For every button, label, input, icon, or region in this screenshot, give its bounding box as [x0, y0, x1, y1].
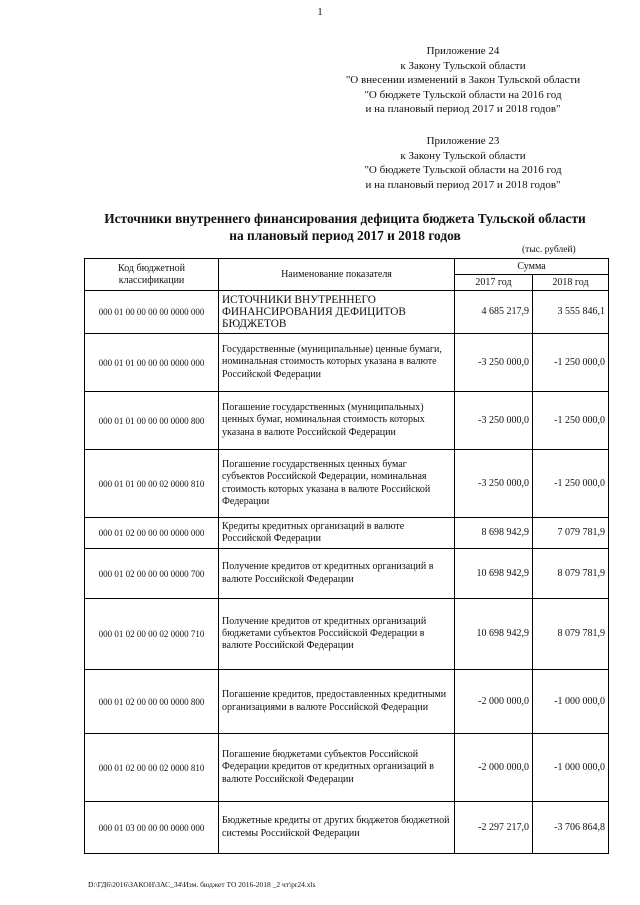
row-value-2018: 8 079 781,9 [533, 599, 609, 670]
row-value-2017: -3 250 000,0 [455, 392, 533, 450]
table-row [85, 599, 609, 670]
row-code: 000 01 02 00 00 00 0000 800 [85, 670, 219, 734]
row-value-2017: -3 250 000,0 [455, 334, 533, 392]
row-code: 000 01 02 00 00 00 0000 000 [85, 518, 219, 549]
page-number: 1 [317, 6, 323, 18]
annex-previous-line: Приложение 23 [426, 135, 500, 147]
row-value-2017: 10 698 942,9 [455, 599, 533, 670]
header-year-2017: 2017 год [455, 275, 533, 291]
header-name: Наименование показателя [219, 259, 455, 291]
row-value-2018: -3 706 864,8 [533, 802, 609, 854]
row-code: 000 01 01 00 00 00 0000 800 [85, 392, 219, 450]
row-name: Погашение государственных (муниципальных) ценных бумаг, номинальная стоимость которых указана в валюте Российской Федерации [219, 392, 455, 450]
annex-current-block [318, 44, 608, 117]
row-value-2017: -2 000 000,0 [455, 734, 533, 802]
table-row [85, 392, 609, 450]
row-code: 000 01 01 00 00 00 0000 000 [85, 334, 219, 392]
row-value-2017: 8 698 942,9 [455, 518, 533, 549]
row-value-2018: -1 000 000,0 [533, 670, 609, 734]
row-code: 000 01 01 00 00 02 0000 810 [85, 450, 219, 518]
row-value-2017: -3 250 000,0 [455, 450, 533, 518]
row-name: Кредиты кредитных организаций в валюте Российской Федерации [219, 518, 455, 549]
table-row [85, 450, 609, 518]
row-name: Бюджетные кредиты от других бюджетов бюджетной системы Российской Федерации [219, 802, 455, 854]
row-name: Погашение кредитов, предоставленных кредитными организациями в валюте Российской Федерации [219, 670, 455, 734]
header-code: Код бюджетной классификации [85, 259, 219, 291]
document-title [60, 210, 630, 244]
units-label: (тыс. рублей) [522, 245, 576, 255]
row-name: ИСТОЧНИКИ ВНУТРЕННЕГО ФИНАНСИРОВАНИЯ ДЕФИЦИТОВ БЮДЖЕТОВ [219, 291, 455, 334]
row-value-2017: -2 000 000,0 [455, 670, 533, 734]
row-code: 000 01 03 00 00 00 0000 000 [85, 802, 219, 854]
annex-current-line: к Закону Тульской области [400, 59, 526, 72]
title-line-1: Источники внутреннего финансирования дефицита бюджета Тульской области [104, 211, 586, 226]
annex-previous-block [318, 134, 608, 192]
annex-current-line: "О внесении изменений в Закон Тульской области [345, 74, 581, 86]
row-name: Государственные (муниципальные) ценные бумаги, номинальная стоимость которых указана в валюте Российской Федерации [219, 334, 455, 392]
row-value-2018: -1 000 000,0 [533, 734, 609, 802]
title-line-2: на плановый период 2017 и 2018 годов [229, 228, 461, 243]
row-code: 000 01 02 00 00 00 0000 700 [85, 549, 219, 599]
annex-previous-line: "О бюджете Тульской области на 2016 год [364, 164, 562, 176]
row-value-2018: -1 250 000,0 [533, 334, 609, 392]
row-value-2017: -2 297 217,0 [455, 802, 533, 854]
row-value-2018: 8 079 781,9 [533, 549, 609, 599]
row-code: 000 01 02 00 00 02 0000 710 [85, 599, 219, 670]
table-row [85, 549, 609, 599]
row-code: 000 01 02 00 00 02 0000 810 [85, 734, 219, 802]
row-name: Погашение бюджетами субъектов Российской Федерации кредитов от кредитных организаций в валюте Российской Федерации [219, 734, 455, 802]
table-row [85, 334, 609, 392]
row-value-2018: 7 079 781,9 [533, 518, 609, 549]
row-code: 000 01 00 00 00 00 0000 000 [85, 291, 219, 334]
row-value-2017: 4 685 217,9 [455, 291, 533, 334]
annex-previous-line: и на плановый период 2017 и 2018 годов" [365, 178, 561, 191]
table-row [85, 291, 609, 334]
row-name: Получение кредитов от кредитных организаций в валюте Российской Федерации [219, 549, 455, 599]
table-row [85, 670, 609, 734]
financing-sources-table [84, 258, 609, 854]
row-name: Получение кредитов от кредитных организаций бюджетами субъектов Российской Федерации в валюте Российской Федерации [219, 599, 455, 670]
row-value-2017: 10 698 942,9 [455, 549, 533, 599]
annex-current-line: Приложение 24 [426, 45, 500, 57]
row-value-2018: -1 250 000,0 [533, 450, 609, 518]
table-row [85, 802, 609, 854]
file-path-footer: D:\ГД6\2016\ЗАКОН\ЗАС_34\Изм. бюджет ТО 2016-2018 _2 чт\pr24.xls [88, 880, 316, 889]
annex-current-line: и на плановый период 2017 и 2018 годов" [365, 103, 561, 115]
header-year-2018: 2018 год [533, 275, 609, 291]
table-row [85, 734, 609, 802]
table-row [85, 518, 609, 549]
annex-previous-line: к Закону Тульской области [400, 149, 526, 162]
row-value-2018: -1 250 000,0 [533, 392, 609, 450]
row-name: Погашение государственных ценных бумаг субъектов Российской Федерации, номинальная стоимость которых указана в валюте Российской Федерации [219, 450, 455, 518]
annex-current-line: "О бюджете Тульской области на 2016 год [364, 88, 562, 101]
row-value-2018: 3 555 846,1 [533, 291, 609, 334]
header-sum: Сумма [455, 259, 609, 275]
